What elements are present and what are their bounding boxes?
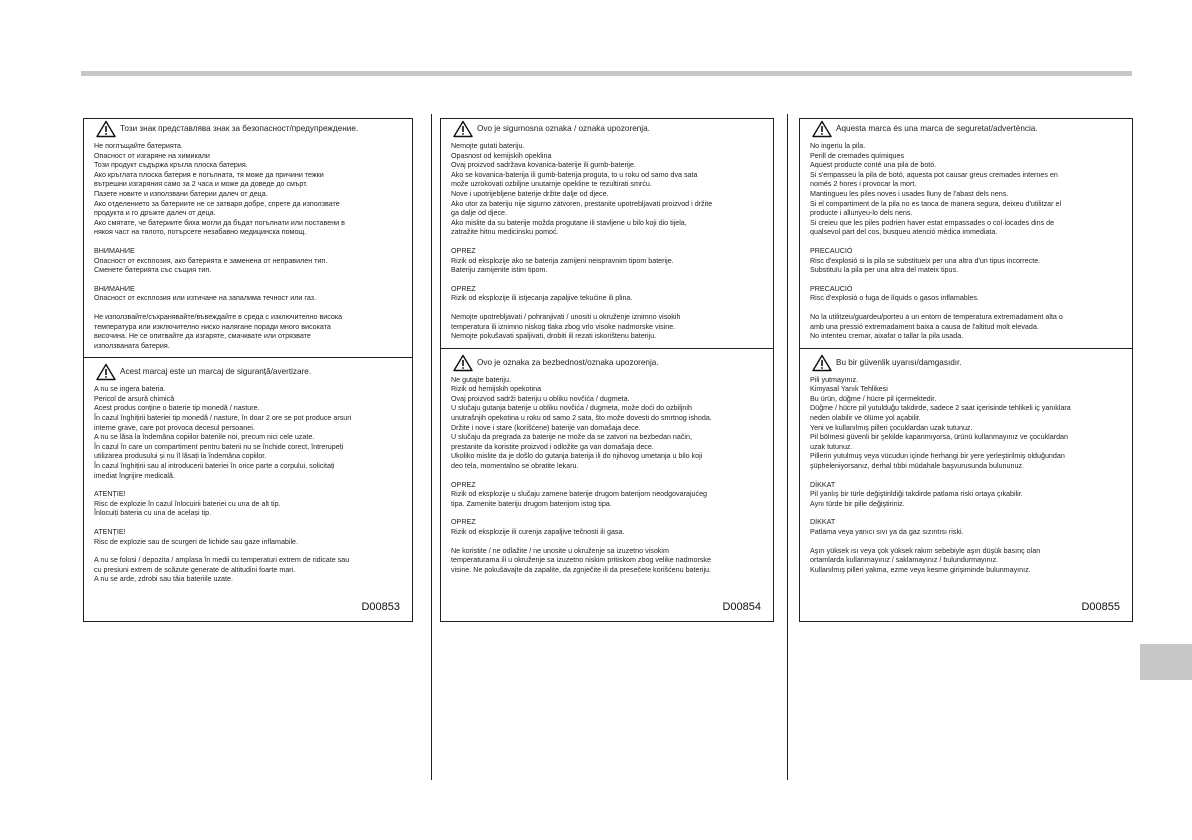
text-line: U slučaju da pregrada za baterije ne može da se zatvori na bezbedan način, [451, 433, 692, 442]
text-line: No ingeriu la pila. [810, 142, 866, 150]
warning-paragraph [810, 285, 1122, 304]
warning-triangle-icon [812, 120, 832, 138]
text-line: Si s'empasseu la pila de botó, aquesta pot causar greus cremades internes en [810, 170, 1058, 179]
warning-paragraph [451, 313, 763, 342]
text-line: Ovaj proizvod sadržava kovanica-baterije ili gumb-baterije. [451, 161, 636, 170]
text-line: Înlocuiți bateria cu una de același tip. [94, 509, 212, 518]
text-line: OPREZ [451, 518, 476, 527]
text-line: Ne gutajte bateriju. [451, 375, 511, 384]
text-line: използваната батерия. [94, 341, 170, 350]
text-line: Ako mislite da su baterije možda progutane ili stavljene u bilo koji dio tijela, [451, 218, 687, 227]
text-line: ga dalje od djece. [451, 209, 507, 218]
text-line: utilizarea produsului și nu îl lăsați la îndemâna copiilor. [94, 452, 267, 461]
header-rule [81, 71, 1132, 76]
text-line: Rizik od eksplozije u slučaju zamene baterije drugom baterijom neodgovarajućeg [451, 490, 708, 499]
text-line: Acest produs conține o baterie tip monedă / nasture. [94, 404, 260, 413]
warning-paragraph [451, 518, 763, 537]
text-line: deo tela, momentalno se obratite lekaru. [451, 462, 579, 471]
column-divider-left [431, 114, 432, 780]
text-line: Сменете батерията със същия тип. [94, 266, 212, 275]
text-line: Aquest producte conté una pila de botó. [810, 161, 937, 170]
text-line: Rizik od eksplozije ili istjecanja zapaljive tekućine ili plina. [451, 294, 633, 303]
warning-panel-2 [440, 118, 774, 622]
warning-triangle-icon [453, 120, 473, 138]
warning-header-text: Ovo je oznaka za bezbednost/oznaka upozorenja. [477, 357, 659, 367]
text-line: interne grave, care pot provoca decesul persoanei. [94, 423, 255, 432]
text-line: Този продукт съдържа кръгла плоска батерия. [94, 161, 248, 170]
warning-header-text: Този знак представлява знак за безопасност/предупреждение. [120, 124, 359, 133]
warning-paragraph [810, 313, 1122, 342]
warning-header [453, 353, 763, 373]
warning-section [84, 119, 412, 351]
warning-header [453, 119, 763, 139]
warning-triangle-icon [812, 354, 832, 372]
text-line: În cazul înghițirii bateriei tip monedă / nasture, în doar 2 ore se pot produce arsuri [94, 414, 352, 423]
warning-paragraph [810, 518, 1122, 537]
text-line: A nu se arde, zdrobi sau tăia bateriile uzate. [94, 575, 233, 584]
text-line: Risc d'explosió si la pila se substitueix per una altra d'un tipus incorrecte. [810, 256, 1041, 265]
text-line: ATENȚIE! [94, 490, 126, 499]
warning-triangle-icon [96, 120, 116, 138]
text-line: només 2 hores i provocar la mort. [810, 180, 917, 189]
text-line: unutrašnjih opekotina u roku od samo 2 sata, što može dovesti do smrtnog ishoda. [451, 414, 712, 423]
text-line: În cazul înghițirii sau al introducerii bateriei în orice parte a corpului, solicitați [94, 462, 335, 471]
text-line: DİKKAT [810, 518, 836, 527]
text-line: No la utilitzeu/guardeu/porteu a un entorn de temperatura extremadament alta o [810, 312, 1063, 321]
text-line: A nu se lăsa la îndemâna copiilor bateriile noi, precum nici cele uzate. [94, 433, 315, 442]
text-line: može uzrokovati ozbiljne unutarnje opekline te rezultirati smrću. [451, 180, 652, 189]
text-line: Držite i nove i stare (korišćene) baterije van domašaja dece. [451, 423, 641, 432]
warning-paragraph [451, 376, 763, 472]
text-line: Опасност от експлозия или изтичане на запалима течност или газ. [94, 294, 316, 303]
section-tab [1140, 644, 1192, 680]
warning-paragraph [451, 481, 763, 510]
text-line: ortamlarda kullanmayınız / saklamayınız / bulundurmayınız. [810, 556, 999, 565]
warning-section [800, 348, 1132, 576]
text-line: Ако смятате, че батериите биха могли да бъдат погълнати или поставени в [94, 218, 345, 227]
text-line: uzak tutunuz. [810, 442, 853, 451]
text-line: tipa. Zamenite bateriju drugom baterijom istog tipa. [451, 499, 612, 508]
text-line: Ако отделението за батериите не се затваря добре, спрете да използвате [94, 199, 340, 208]
text-line: Nove i upotrijebljene baterije držite dalje od djece. [451, 189, 609, 198]
text-line: Rizik od eksplozije ako se baterija zamijeni neispravnim tipom baterije. [451, 256, 674, 265]
warning-paragraph [94, 490, 402, 519]
warning-header-text: Acest marcaj este un marcaj de siguranță/avertizare. [120, 367, 312, 377]
text-line: No intenteu cremar, aixafar o tallar la pila usada. [810, 332, 964, 341]
warning-paragraph [94, 385, 402, 481]
text-line: Pili yutmayınız. [810, 375, 859, 384]
warning-section [441, 348, 773, 576]
warning-header [96, 362, 402, 382]
text-line: някоя част на тялото, потърсете незабавно медицинска помощ. [94, 228, 307, 237]
text-line: Pil bölmesi güvenli bir şekilde kapanmıyorsa, ürünü kullanmayınız ve çocuklardan [810, 433, 1068, 442]
text-line: Ако кръглата плоска батерия е погълната, тя може да причини тежки [94, 170, 324, 179]
text-line: Rizik od hemijskih opekotina [451, 385, 542, 394]
text-line: Rizik od eksplozije ili curenja zapaljive tečnosti ili gasa. [451, 528, 625, 536]
text-line: температура или изключително ниско налягане поради много високата [94, 322, 331, 331]
text-line: Yeni ve kullanılmış pilleri çocuklardan uzak tutunuz. [810, 423, 973, 432]
text-line: Si creieu que les piles podrien haver estat empassades o col·locades dins de [810, 218, 1055, 227]
document-code: D00853 [361, 601, 400, 613]
warning-paragraph [94, 528, 402, 547]
warning-triangle-icon [96, 363, 116, 381]
text-line: qualsevol part del cos, busqueu atenció mèdica immediata. [810, 228, 998, 237]
text-line: Пазете новите и използвани батерии далеч от деца. [94, 189, 268, 198]
text-line: prestanite da koristite proizvod i odložite ga van domašaja dece. [451, 442, 654, 451]
text-line: DİKKAT [810, 480, 836, 489]
text-line: temperaturama ili u okruženje sa izuzetno niskim pritiskom zbog velike nadmorske [451, 556, 711, 565]
warning-paragraph [451, 547, 763, 576]
text-line: височина. Не се опитвайте да изгаряте, смачквате или отрязвате [94, 332, 311, 341]
warning-paragraph [451, 142, 763, 238]
text-line: Не поглъщайте батерията. [94, 142, 183, 150]
text-line: Bateriju zamijenite istim tipom. [451, 266, 548, 275]
text-line: producte i allunyeu-lo dels nens. [810, 209, 913, 218]
text-line: A nu se folosi / depozita / amplasa în medii cu temperaturi extrem de ridicate sau [94, 556, 350, 565]
column-divider-right [787, 114, 788, 780]
text-line: zatražite hitnu medicinsku pomoć. [451, 228, 559, 237]
text-line: neden olabilir ve ölüme yol açabilir. [810, 414, 921, 423]
text-line: Ovaj proizvod sadrži bateriju u obliku novčića / dugmeta. [451, 394, 630, 403]
warning-paragraph [810, 247, 1122, 276]
text-line: OPREZ [451, 284, 476, 293]
text-line: продукта и го дръжте далеч от деца. [94, 209, 216, 218]
document-code: D00855 [1081, 601, 1120, 613]
text-line: Nemojte pokušavati spaljivati, drobiti ili rezati iskorištenu bateriju. [451, 332, 657, 341]
text-line: ВНИМАНИЕ [94, 246, 135, 255]
text-line: Pericol de arsură chimică [94, 394, 175, 403]
text-line: Aşırı yüksek ısı veya çok yüksek rakım sebebiyle aşırı düşük basınç olan [810, 546, 1041, 555]
text-line: Не използвайте/съхранявайте/въвеждайте в среда с изключително висока [94, 312, 343, 321]
text-line: A nu se ingera bateria. [94, 385, 166, 394]
text-line: Pillerin yutulmuş veya vücudun içinde herhangi bir yere yerleştirilmiş olduğundan [810, 452, 1065, 461]
text-line: În cazul în care un compartiment pentru baterii nu se închide corect, întrerupeți [94, 442, 344, 451]
warning-paragraph [810, 481, 1122, 510]
text-line: Düğme / hücre pil yutulduğu takdirde, sadece 2 saat içerisinde tehlikeli iç yanıklara [810, 404, 1071, 413]
warning-paragraph [810, 376, 1122, 472]
warning-triangle-icon [453, 354, 473, 372]
warning-paragraph [810, 547, 1122, 576]
document-code: D00854 [722, 601, 761, 613]
text-line: Risc de explozie în cazul înlocuirii bateriei cu una de alt tip. [94, 499, 281, 508]
text-line: Nemojte gutati bateriju. [451, 142, 525, 150]
warning-paragraph [94, 247, 402, 276]
text-line: Ako utor za bateriju nije sigurno zatvoren, prestanite upotrebljavati proizvod i držite [451, 199, 713, 208]
text-line: şüpheleniyorsanız, derhal tıbbi müdahale başvurusunda bulununuz. [810, 462, 1024, 471]
warning-header-text: Bu bir güvenlik uyarısı/damgasıdır. [836, 357, 962, 367]
text-line: Kullanılmış pilleri yakma, ezme veya kesme girişiminde bulunmayınız. [810, 565, 1031, 574]
text-line: вътрешни изгаряния само за 2 часа и може да доведе до смърт. [94, 180, 308, 189]
text-line: OPREZ [451, 480, 476, 489]
text-line: Si el compartiment de la pila no es tanca de manera segura, deixeu d'utilitzar el [810, 199, 1062, 208]
warning-section [441, 119, 773, 342]
text-line: PRECAUCIÓ [810, 246, 853, 255]
warning-header [812, 353, 1122, 373]
warning-header [812, 119, 1122, 139]
text-line: temperatura ili iznimno niskog tlaka zbog vrlo visoke nadmorske visine. [451, 322, 676, 331]
text-line: OPREZ [451, 246, 476, 255]
text-line: cu presiuni extrem de scăzute generate de altitudini foarte mari. [94, 565, 296, 574]
text-line: ВНИМАНИЕ [94, 284, 135, 293]
warning-paragraph [810, 142, 1122, 238]
warning-paragraph [451, 247, 763, 276]
text-line: PRECAUCIÓ [810, 284, 853, 293]
text-line: Bu ürün, düğme / hücre pil içermektedir. [810, 394, 937, 403]
warning-section [800, 119, 1132, 342]
text-line: Opasnost od kemijskih opeklina [451, 151, 552, 160]
text-line: Aynı türde bir pille değiştiriniz. [810, 499, 905, 508]
text-line: Nemojte upotrebljavati / pohranjivati / unositi u okruženje iznimno visokih [451, 312, 681, 321]
text-line: Ako se kovanica-baterija ili gumb-baterija proguta, to u roku od samo dva sata [451, 170, 698, 179]
warning-header-text: Ovo je sigurnosna oznaka / oznaka upozorenja. [477, 124, 650, 133]
text-line: Mantingueu les piles noves i usades lluny de l'abast dels nens. [810, 189, 1009, 198]
warning-paragraph [451, 285, 763, 304]
warning-header-text: Aquesta marca és una marca de seguretat/advertència. [836, 124, 1038, 133]
warning-paragraph [94, 556, 402, 585]
warning-section [84, 357, 412, 585]
text-line: Pil yanlış bir türle değiştirildiği takdirde patlama riski ortaya çıkabilir. [810, 490, 1023, 499]
text-line: Опасност от изгаряне на химикали [94, 151, 210, 160]
text-line: amb una pressió extremadament baixa a causa de l'altitud molt elevada. [810, 322, 1039, 331]
text-line: imediat îngrijire medicală. [94, 471, 175, 480]
warning-paragraph [94, 285, 402, 304]
warning-panel-1 [83, 118, 413, 622]
warning-header [96, 119, 402, 139]
text-line: Patlama veya yanıcı sıvı ya da gaz sızıntısı riski. [810, 528, 964, 536]
warning-panel-3 [799, 118, 1133, 622]
text-line: U slučaju gutanja baterije u obliku novčića / dugmeta, može doći do ozbiljnih [451, 404, 692, 413]
text-line: Substituïu la pila per una altra del mateix tipus. [810, 266, 959, 275]
text-line: Ukoliko mislite da je došlo do gutanja baterija ili do njihovog umetanja u bilo koji [451, 452, 703, 461]
warning-paragraph [94, 142, 402, 238]
text-line: Perill de cremades químiques [810, 151, 905, 160]
text-line: Risc de explozie sau de scurgeri de lichide sau gaze inflamabile. [94, 537, 299, 546]
text-line: visine. Ne pokušavajte da zapalite, da zgnječite ili da presečete korišćenu bateriju. [451, 565, 711, 574]
text-line: Ne koristite / ne odlažite / ne unosite u okruženje sa izuzetno visokim [451, 546, 669, 555]
text-line: Kimyasal Yanık Tehlikesi [810, 385, 888, 394]
text-line: Risc d'explosió o fuga de líquids o gasos inflamables. [810, 294, 979, 303]
text-line: ATENȚIE! [94, 528, 126, 536]
text-line: Опасност от експлозия, ако батерията е заменена от неправилен тип. [94, 256, 328, 265]
warning-paragraph [94, 313, 402, 351]
